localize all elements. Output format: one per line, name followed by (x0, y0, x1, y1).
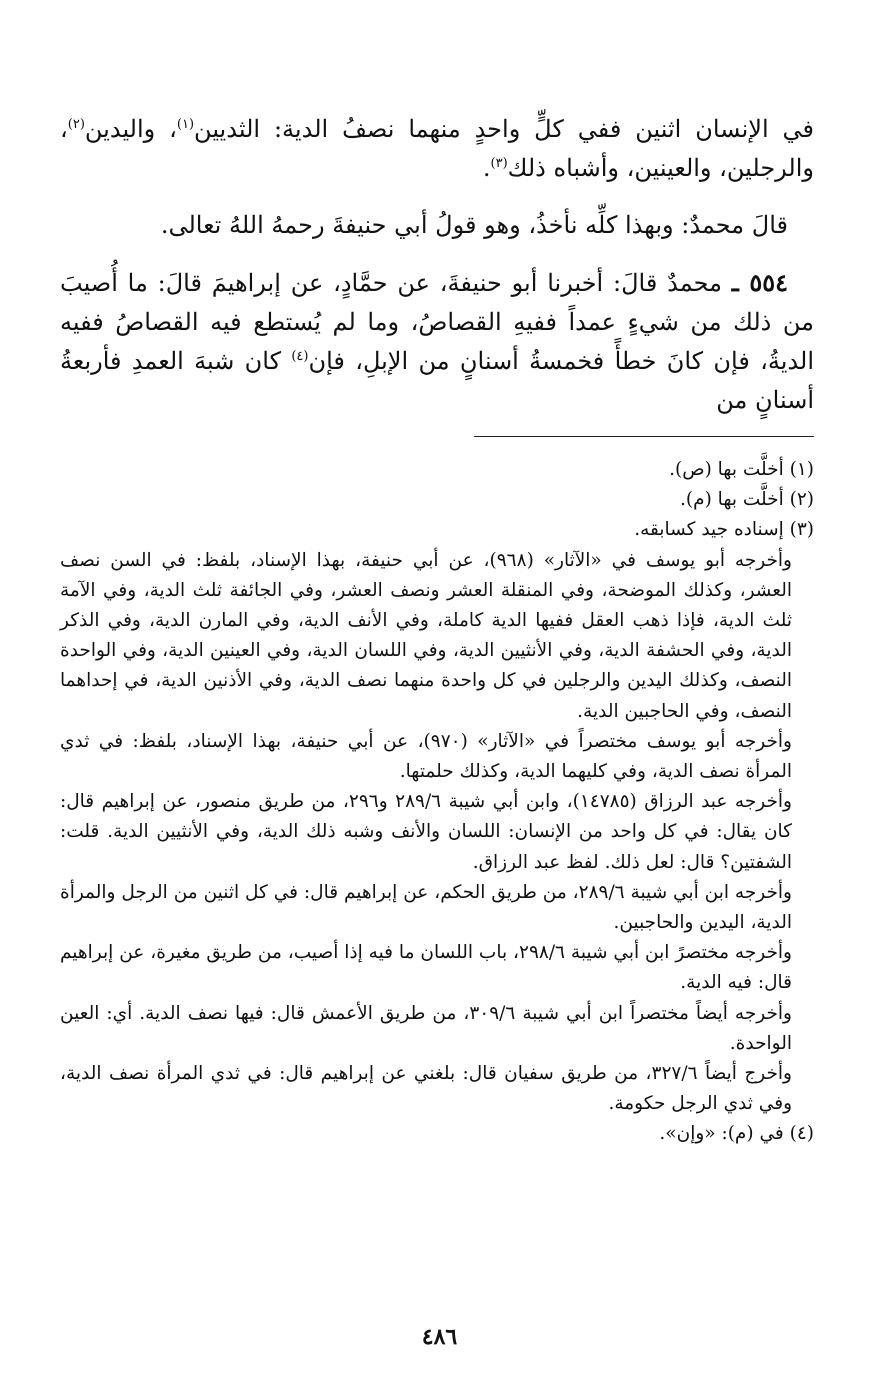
footnote-3-detail: وأخرجه عبد الرزاق (١٤٧٨٥)، وابن أبي شيبة ٢٨٩/٦ و٢٩٦، من طريق منصور، عن إبراهيم قال: كان يقال: في كل واحد من الإنسان: اللسان والأنف وشبه ذلك الدية، وفي الأنثيين الدية. قلت: الشفتين؟ قال: لعل ذلك. لفظ عبد الرزاق. (60, 791, 792, 873)
footnote-ref-1[interactable]: (١) (176, 117, 195, 132)
hadith-number: ٥٥٤ ـ (731, 268, 789, 297)
paragraph-1 (60, 110, 814, 188)
footnote-3-detail: وأخرجه أيضاً مختصراً ابن أبي شيبة ٣٠٩/٦، من طريق الأعمش قال: فيها نصف الدية. أي: العين الواحدة. (60, 1002, 792, 1054)
page-body (60, 110, 814, 1150)
footnote-3-detail: وأخرجه مختصرً ابن أبي شيبة ٢٩٨/٦، باب اللسان ما فيه إذا أصيب، من طريق مغيرة، عن إبراهيم قال: فيه الدية. (60, 942, 792, 994)
footnote-ref-3[interactable]: (٣) (490, 156, 508, 171)
footnote-separator (474, 436, 814, 437)
main-text (60, 110, 814, 420)
paragraph-2 (60, 206, 814, 245)
text-run: كان شبهَ العمدِ فأربعةُ أسنانٍ من (60, 347, 814, 414)
text-run: . (482, 154, 491, 182)
footnote-3-detail: وأخرجه ابن أبي شيبة ٢٨٩/٦، من طريق الحكم، عن إبراهيم قال: في كل اثنين من الرجل والمرأة الدية، اليدين والحاجبين. (60, 881, 792, 934)
text-run: محمدٌ قالَ: أخبرنا أبو حنيفةَ، عن حمَّادٍ، عن إبراهيمَ قالَ: ما أُصيبَ من ذلك من شيءٍ عمداً ففيهِ القصاصُ، وما لم يُستطع فيه القصاصُ ففيه الديةُ، فإن كانَ خطأً فخمسةُ أسنانٍ من الإبلِ، فإن (60, 269, 814, 375)
footnote-ref-4[interactable]: (٤) (291, 349, 309, 364)
footnotes (60, 455, 814, 1150)
footnote-3-detail: وأخرجه أبو يوسف في «الآثار» (٩٦٨)، عن أبي حنيفة، بهذا الإسناد، بلفظ: في السن نصف العشر، وكذلك الموضحة، وفي المنقلة العشر ونصف العشر، وفي الجائفة ثلث الدية، وفي الآمة ثلث الدية، فإذا ذهب العقل ففيها الدية كاملة، وفي الأنف الدية، وفي المارن الدية، وفي الذكر الدية، وفي الحشفة الدية، وفي الأنثيين الدية، وفي اللسان الدية، وفي العينين الدية، وفي الواحدة النصف، وكذلك اليدين والرجلين في كل واحدة منهما نصف الدية، وفي الأذنين الدية، في إحداهما النصف، وفي الحاجبين الدية. (60, 549, 792, 722)
paragraph-3 (60, 263, 814, 420)
footnote-3-detail: وأخرج أيضاً ٣٢٧/٦، من طريق سفيان قال: بلغني عن إبراهيم قال: في ثدي المرأة نصف الدية، وفي ثدي الرجل حكومة. (60, 1063, 792, 1115)
footnote-ref-2[interactable]: (٢) (67, 117, 85, 132)
footnote-4: (٤) في (م): «وإن». (659, 1123, 814, 1145)
text-run: ، واليدين (84, 115, 177, 143)
footnote-3: (٣) إسناده جيد كسابقه. (634, 519, 814, 541)
footnote-2: (٢) أخلَّت بها (م). (680, 489, 814, 511)
text-run: في الإنسان اثنين ففي كلٍّ واحدٍ منهما نصفُ الدية: الثديين (194, 115, 815, 143)
page-number: ٤٨٦ (421, 1324, 458, 1350)
text-run: قالَ محمدٌ: وبهذا كلِّه نأخذُ، وهو قولُ أبي حنيفةَ رحمهُ اللهُ تعالى. (160, 211, 788, 239)
text-run: ، والرجلين، والعينين، وأشباه ذلك (60, 115, 814, 182)
footnote-1: (١) أخلَّت بها (ص). (669, 459, 814, 480)
footnote-3-detail: وأخرجه أبو يوسف مختصراً في «الآثار» (٩٧٠)، عن أبي حنيفة، بهذا الإسناد، بلفظ: في ثدي المرأة نصف الدية، وفي كليهما الدية، وكذلك حلمتها. (60, 730, 792, 783)
